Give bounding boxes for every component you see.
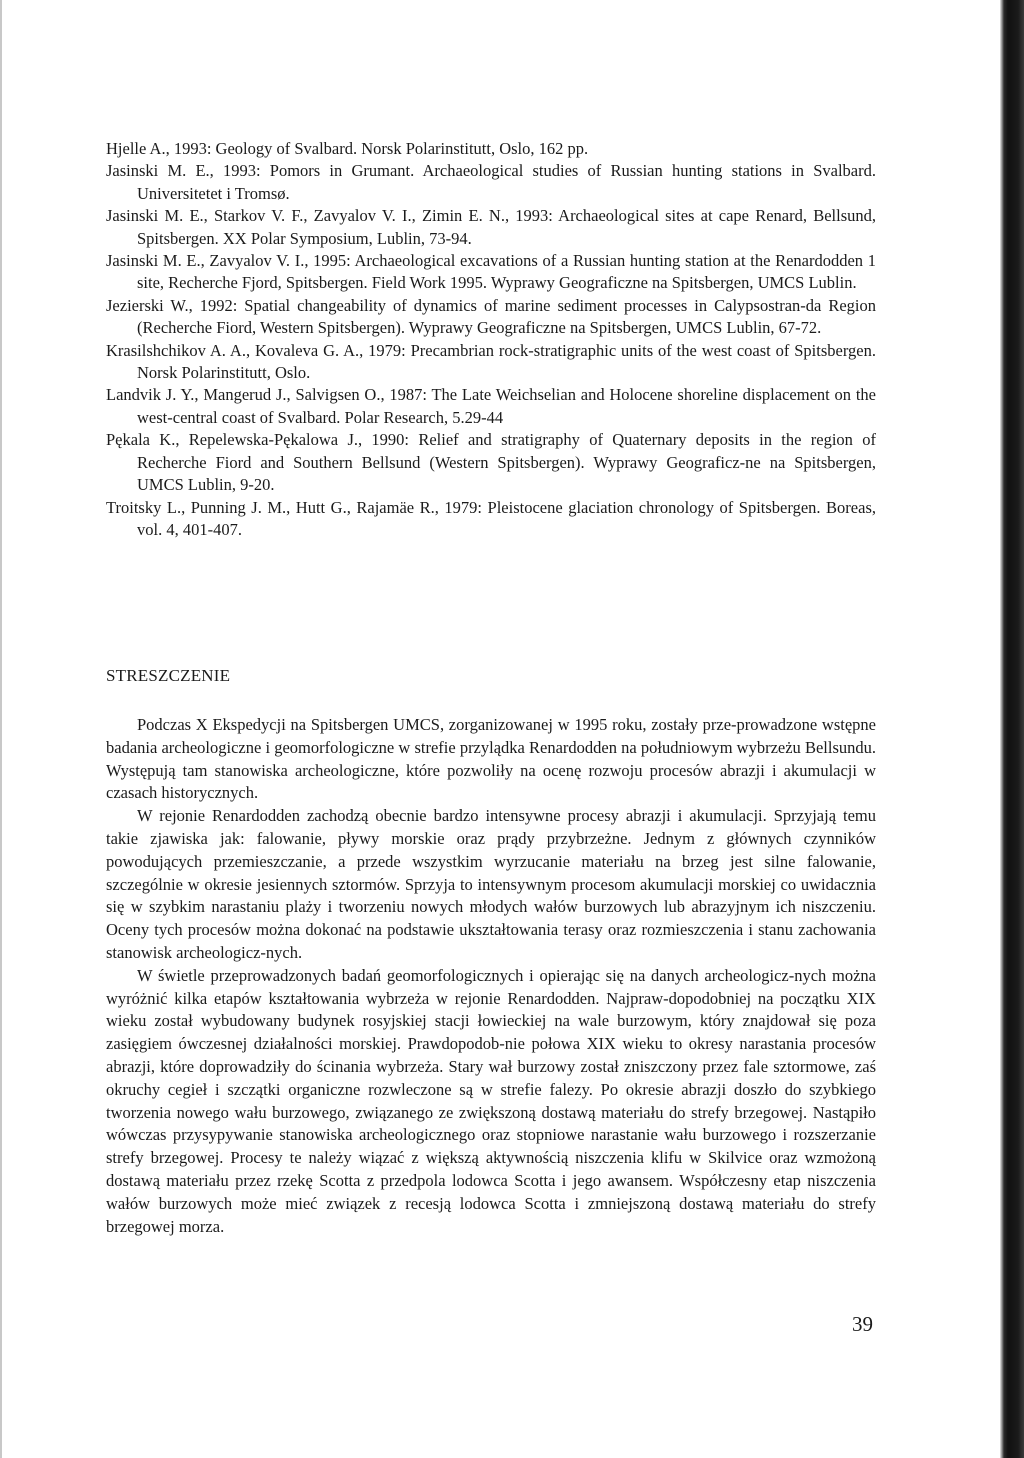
reference-item: Jasinski M. E., Starkov V. F., Zavyalov V. I., Zimin E. N., 1993: Archaeological sites at cape Renard, Bellsund, Spitsbergen. XX Polar Symposium, Lublin, 73-94. — [106, 206, 876, 248]
reference-item: Jasinski M. E., 1993: Pomors in Grumant. Archaeological studies of Russian hunting stations in Svalbard. Universitetet i Tromsø. — [106, 161, 876, 203]
reference-item: Landvik J. Y., Mangerud J., Salvigsen O., 1987: The Late Weichselian and Holocene shoreline displacement on the west-central coast of Svalbard. Polar Research, 5.29-44 — [106, 385, 876, 427]
reference-list — [106, 138, 876, 541]
reference-item: Krasilshchikov A. A., Kovaleva G. A., 1979: Precambrian rock-stratigraphic units of the west coast of Spitsbergen. Norsk Polarinstitutt, Oslo. — [106, 340, 876, 383]
abstract-paragraph: W rejonie Renardodden zachodzą obecnie bardzo intensywne procesy abrazji i akumulacji. Sprzyjają temu takie zjawiska jak: falowanie, pływy morskie oraz prądy przybrzeżne. Jednym z głównych czynników powodujących przemieszczanie, a przede wszystkim wyrzucanie materiału na brzeg jest silne falowanie, szczególnie w okresie jesiennych sztormów. Sprzyja to intensywnym procesom akumulacji morskiej co uwidacznia się w szybkim narastaniu plaży i tworzeniu nowych młodych wałów burzowych lub abrazyjnym ich niszczeniu. Oceny tych procesów można dokonać na podstawie ukształtowania terasy oraz rozmieszczenia i stanu zachowania stanowisk archeologicz-nych. — [106, 806, 876, 962]
scan-edge-right — [1000, 0, 1024, 1458]
reference-item: Troitsky L., Punning J. M., Hutt G., Rajamäe R., 1979: Pleistocene glaciation chronology of Spitsbergen. Boreas, vol. 4, 401-407. — [106, 497, 876, 539]
abstract-paragraph: Podczas X Ekspedycji na Spitsbergen UMCS, zorganizowanej w 1995 roku, zostały prze-prowadzone wstępne badania archeologiczne i geomorfologiczne w strefie przylądka Renardodden na południowym wybrzeżu Bellsundu. Występują tam stanowiska archeologiczne, które pozwoliły na ocenę rozwoju procesów abrazji i akumulacji w czasach historycznych. — [106, 715, 876, 803]
abstract-body — [106, 714, 876, 1238]
section-heading: STRESZCZENIE — [106, 666, 231, 685]
abstract-paragraph: W świetle przeprowadzonych badań geomorfologicznych i opierając się na danych archeologicz-nych można wyróżnić kilka etapów kształtowania wybrzeża w rejonie Renardodden. Najpraw-dopodobniej na początku XIX wieku został wybudowany budynek rosyjskiej stacji łowieckiej na wale burzowym, który znajdował się poza zasięgiem ówczesnej działalności morskiej. Prawdopodob-nie połowa XIX wieku to okresy narastania procesów abrazji, które doprowadziły do ścinania wybrzeża. Stary wał burzowy został zniszczony przez fale sztormowe, zaś okruchy cegieł i szczątki organiczne rozwleczone są w strefie falezy. Po okresie abrazji doszło do szybkiego tworzenia nowego wału burzowego, związanego ze zwiększoną dostawą materiału do strefy brzegowej. Nastąpiło wówczas przysypywanie stanowiska archeologicznego oraz stopniowe narastanie wału burzowego i rozszerzanie strefy brzegowej. Procesy te należy wiązać z większą aktywnością niszczenia klifu w Skilvice oraz wzmożoną dostawą materiału przez rzekę Scotta z przedpola lodowca Scotta i jego awansem. Współczesny etap niszczenia wałów burzowych może mieć związek z recesją lodowca Scotta i zmniejszoną dostawą materiału do strefy brzegowej morza. — [106, 965, 876, 1236]
reference-item: Jasinski M. E., Zavyalov V. I., 1995: Archaeological excavations of a Russian hunting station at the Renardodden 1 site, Recherche Fjord, Spitsbergen. Field Work 1995. Wyprawy Geograficzne na Spitsbergen, UMCS Lublin. — [106, 251, 876, 293]
scan-edge-left — [0, 0, 2, 1458]
reference-item: Jezierski W., 1992: Spatial changeability of dynamics of marine sediment processes in Calypsostran-da Region (Recherche Fiord, Western Spitsbergen). Wyprawy Geograficzne na Spitsbergen, UMCS Lublin, 67-72. — [106, 295, 876, 338]
reference-item: Pękala K., Repelewska-Pękalowa J., 1990: Relief and stratigraphy of Quaternary deposits in the region of Recherche Fiord and Southern Bellsund (Western Spitsbergen). Wyprawy Geograficz-ne na Spitsbergen, UMCS Lublin, 9-20. — [106, 430, 876, 495]
page-number: 39 — [852, 1312, 873, 1336]
reference-item: Hjelle A., 1993: Geology of Svalbard. Norsk Polarinstitutt, Oslo, 162 pp. — [106, 139, 589, 158]
